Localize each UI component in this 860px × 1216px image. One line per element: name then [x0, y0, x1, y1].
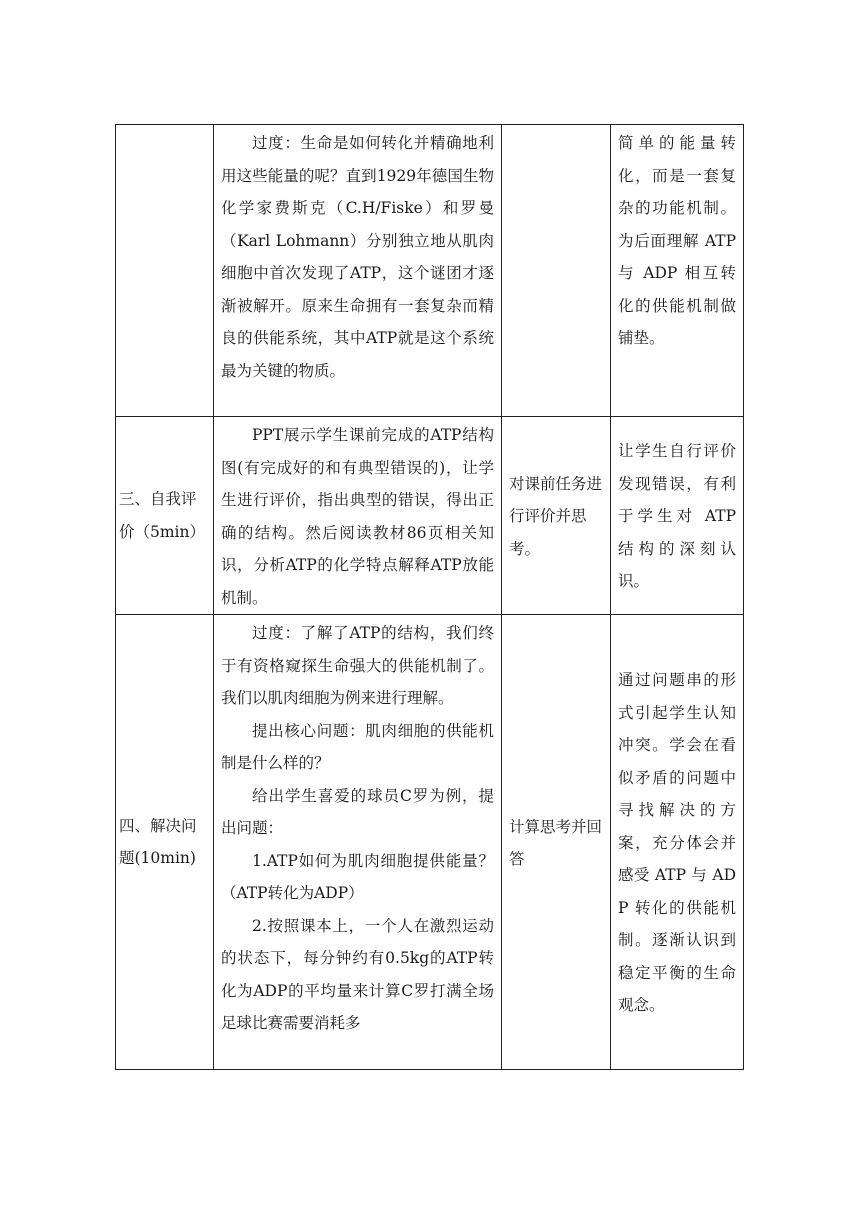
design-intent-cell: 让学生自行评价发现错误，有利于学生对 ATP 结构的深刻认识。: [611, 417, 744, 615]
teacher-activity-cell: [214, 417, 502, 615]
teacher-paragraph: 2.按照课本上，一个人在激烈运动的状态下，每分钟约有0.5kg的ATP转化为ADP的平均量来计算C罗打满全场足球比赛需要消耗多: [221, 916, 494, 1032]
teacher-paragraph: 过度：生命是如何转化并精确地利用这些能量的呢？直到1929年德国生物化学家费斯克（C.H/Fiske）和罗曼（Karl Lohmann）分别独立地从肌肉细胞中首次发现了ATP，这个谜团才逐渐被解开。原来生命拥有一套复杂而精良的供能系统，其中ATP就是这个系统最为关键的物质。: [221, 134, 494, 380]
table-row: [116, 615, 744, 1070]
lesson-plan-table: [115, 124, 744, 1070]
teacher-paragraph: 提出核心问题：肌肉细胞的供能机制是什么样的？: [221, 721, 494, 772]
student-activity-cell: 计算思考并回答: [502, 615, 611, 1070]
table-row: [116, 125, 744, 417]
stage-cell: [116, 125, 214, 417]
teacher-paragraph: PPT展示学生课前完成的ATP结构图(有完成好的和有典型错误的)，让学生进行评价，指出典型的错误，得出正确的结构。然后阅读教材86页相关知识，分析ATP的化学特点解释ATP放能机制。: [221, 426, 494, 607]
stage-cell: 三、自我评价（5min）: [116, 417, 214, 615]
student-activity-cell: [502, 125, 611, 417]
teacher-paragraph: 1.ATP如何为肌肉细胞提供能量？（ATP转化为ADP）: [221, 851, 494, 902]
teacher-paragraph: 过度：了解了ATP的结构，我们终于有资格窥探生命强大的供能机制了。我们以肌肉细胞为例来进行理解。: [221, 624, 494, 707]
design-intent-cell: 通过问题串的形式引起学生认知冲突。学会在看似矛盾的问题中寻找解决的方案，充分体会并感受 ATP 与 ADP 转化的供能机制。逐渐认识到稳定平衡的生命观念。: [611, 615, 744, 1070]
teacher-activity-cell: [214, 615, 502, 1070]
teacher-paragraph: 给出学生喜爱的球员C罗为例，提出问题：: [221, 786, 494, 837]
stage-cell: 四、解决问题(10min): [116, 615, 214, 1070]
design-intent-cell: 简单的能量转化，而是一套复杂的功能机制。为后面理解 ATP 与 ADP 相互转化的供能机制做铺垫。: [611, 125, 744, 417]
student-activity-cell: 对课前任务进行评价并思考。: [502, 417, 611, 615]
teacher-activity-cell: [214, 125, 502, 417]
table-row: [116, 417, 744, 615]
